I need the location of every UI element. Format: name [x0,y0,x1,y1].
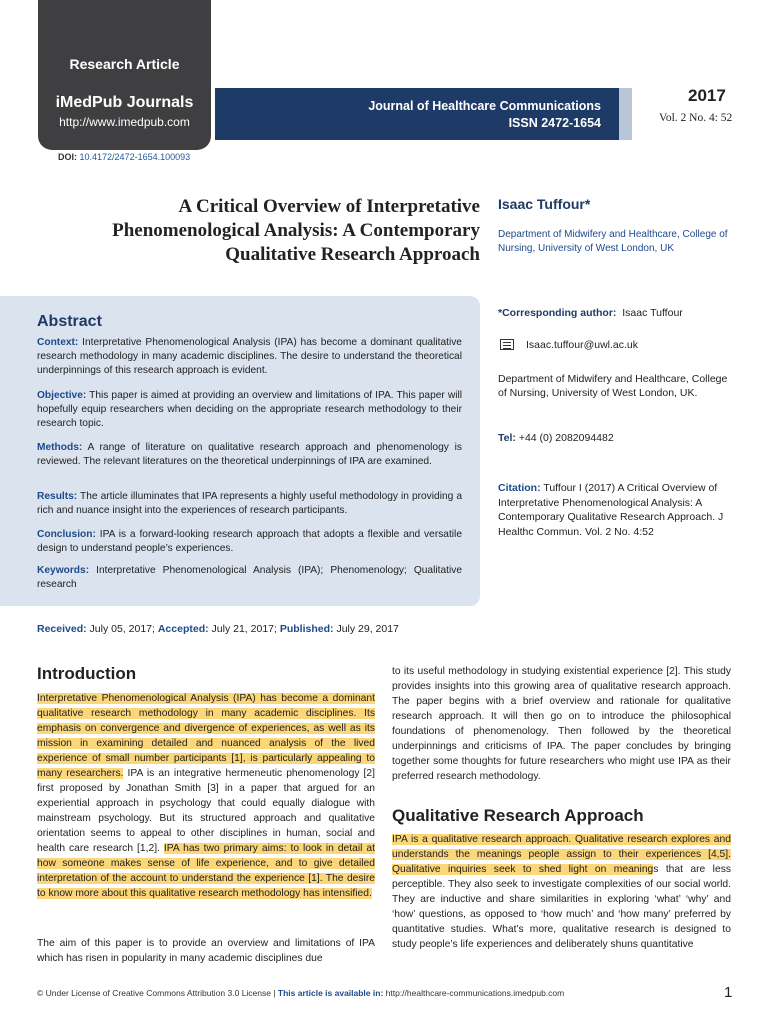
qualitative-research-paragraph: IPA is a qualitative research approach. Qualitative research explores and understands the meanings people assign to their experiences [4,5]. Qualitative inquiries seek to shed light on meanings that are less perceptible. They also seek to investigate complexities of our social world. They are inductive and share similarities in exploring ‘what’ ‘why’ and ‘how’ questions, as opposed to ‘how much’ and ‘how many’ preferred by quantitative studies. What’s more, qualitative research is designed to study people’s life experiences and deliberately shuns quantitative [392,834,731,950]
introduction-paragraph-1: Interpretative Phenomenological Analysis (IPA) has become a dominant qualitative research methodology in many academic disciplines. Its emphasis on convergence and divergence of experiences, as well as its mission in examining detailed and nuanced analysis of the lived experience of small number participants [1], is particularly appealing to many researchers. IPA is an integrative hermeneutic phenomenology [2] first proposed by Jonathan Smith [3] in a paper that argued for an experiential approach in psychology that could equally dialogue with mainstream psychology. But its structured approach and qualitative orientation seems to appeal to other disciplines in human, social and health care research [1,2]. IPA has two primary aims: to look in detail at how someone makes sense of life experience, and to give detailed interpretation of the account to understand the experience [1]. The desire to know more about this qualitative research methodology has intensified. [37,693,375,899]
publication-dates: Received: July 05, 2017; Accepted: July 21, 2017; Published: July 29, 2017 [37,623,399,635]
abstract-context: Context: Interpretative Phenomenological Analysis (IPA) has become a dominant qualitative research methodology in many academic disciplines. The desire to understand the theoretical underpinnings of this research approach is evident. [37,337,462,376]
abstract-keywords: Keywords: Interpretative Phenomenological Analysis (IPA); Phenomenology; Qualitative research [37,565,462,590]
abstract-conclusion: Conclusion: IPA is a forward-looking research approach that adopts a flexible and versatile design to understand people’s experiences. [37,529,462,554]
abstract-results: Results: The article illuminates that IPA represents a highly useful methodology in providing a rich and nuance insight into the experiences of research participants. [37,491,462,516]
journal-issn: ISSN 2472-1654 [508,116,601,130]
footer-url[interactable]: http://healthcare-communications.imedpub.com [383,988,565,998]
corresponding-author: *Corresponding author: Isaac Tuffour [498,307,683,319]
abstract-objective: Objective: This paper is aimed at providing an overview and limitations of IPA. This paper will hopefully equip researchers when deciding on the appropriate research methodology to their research topic. [37,390,462,429]
article-type: Research Article [69,56,180,72]
author-email[interactable]: Isaac.tuffour@uwl.ac.uk [526,339,639,351]
publication-year: 2017 [688,86,726,105]
email-icon [500,339,514,350]
introduction-heading: Introduction [37,664,137,683]
abstract-methods: Methods: A range of literature on qualitative research approach and phenomenology is reviewed. The relevant literatures on the theoretical underpinnings of IPA are examined. [37,442,462,467]
abstract-heading: Abstract [37,313,102,330]
qualitative-research-heading: Qualitative Research Approach [392,806,644,825]
journal-title: Journal of Healthcare Communications [368,99,601,113]
journal-bar [215,88,619,140]
paper-title: A Critical Overview of Interpretative Phenomenological Analysis: A Contemporary Qualitative Research Approach [112,196,480,265]
publisher-banner [38,0,211,150]
doi-link[interactable]: 10.4172/2472-1654.100093 [79,152,191,162]
citation: Citation: Tuffour I (2017) A Critical Overview of Interpretative Phenomenological Analysis: A Contemporary Qualitative Research Approach. J Healthc Commun. Vol. 2 No. 4:52 [498,482,724,538]
doi [58,152,190,162]
volume-info: Vol. 2 No. 4: 52 [659,112,733,124]
doi-label: DOI: [58,152,77,162]
page-number: 1 [724,984,733,1001]
footer-license: © Under License of Creative Commons Attribution 3.0 License | This article is available in: http://healthcare-communications.imedpub.com [37,988,565,998]
author-affiliation: Department of Midwifery and Healthcare, College of Nursing, University of West London, UK [498,229,728,254]
publisher-url[interactable]: http://www.imedpub.com [59,115,190,129]
journal-bar-accent [619,88,632,140]
introduction-paragraph-2: The aim of this paper is to provide an overview and limitations of IPA which has risen in popularity in many academic disciplines due [37,938,375,964]
author-address: Department of Midwifery and Healthcare, College of Nursing, University of West London, UK. [498,373,728,399]
publisher-name: iMedPub Journals [55,94,194,111]
author-name: Isaac Tuffour* [498,196,591,212]
introduction-paragraph-2-continued: to its useful methodology in studying existential experience [2]. This study provides insights into this growing area of qualitative research approach. The paper begins with a brief overview and rationale for qualitative research approach. It will then go on to introduce the philosophical foundations of phenomenology. Then followed by the theoretical underpinnings and criticisms of IPA. The paper concludes by bringing together some thoughts for future researchers who might use IPA as their preferred research methodology. [392,666,731,782]
author-telephone: Tel: +44 (0) 2082094482 [498,432,614,444]
